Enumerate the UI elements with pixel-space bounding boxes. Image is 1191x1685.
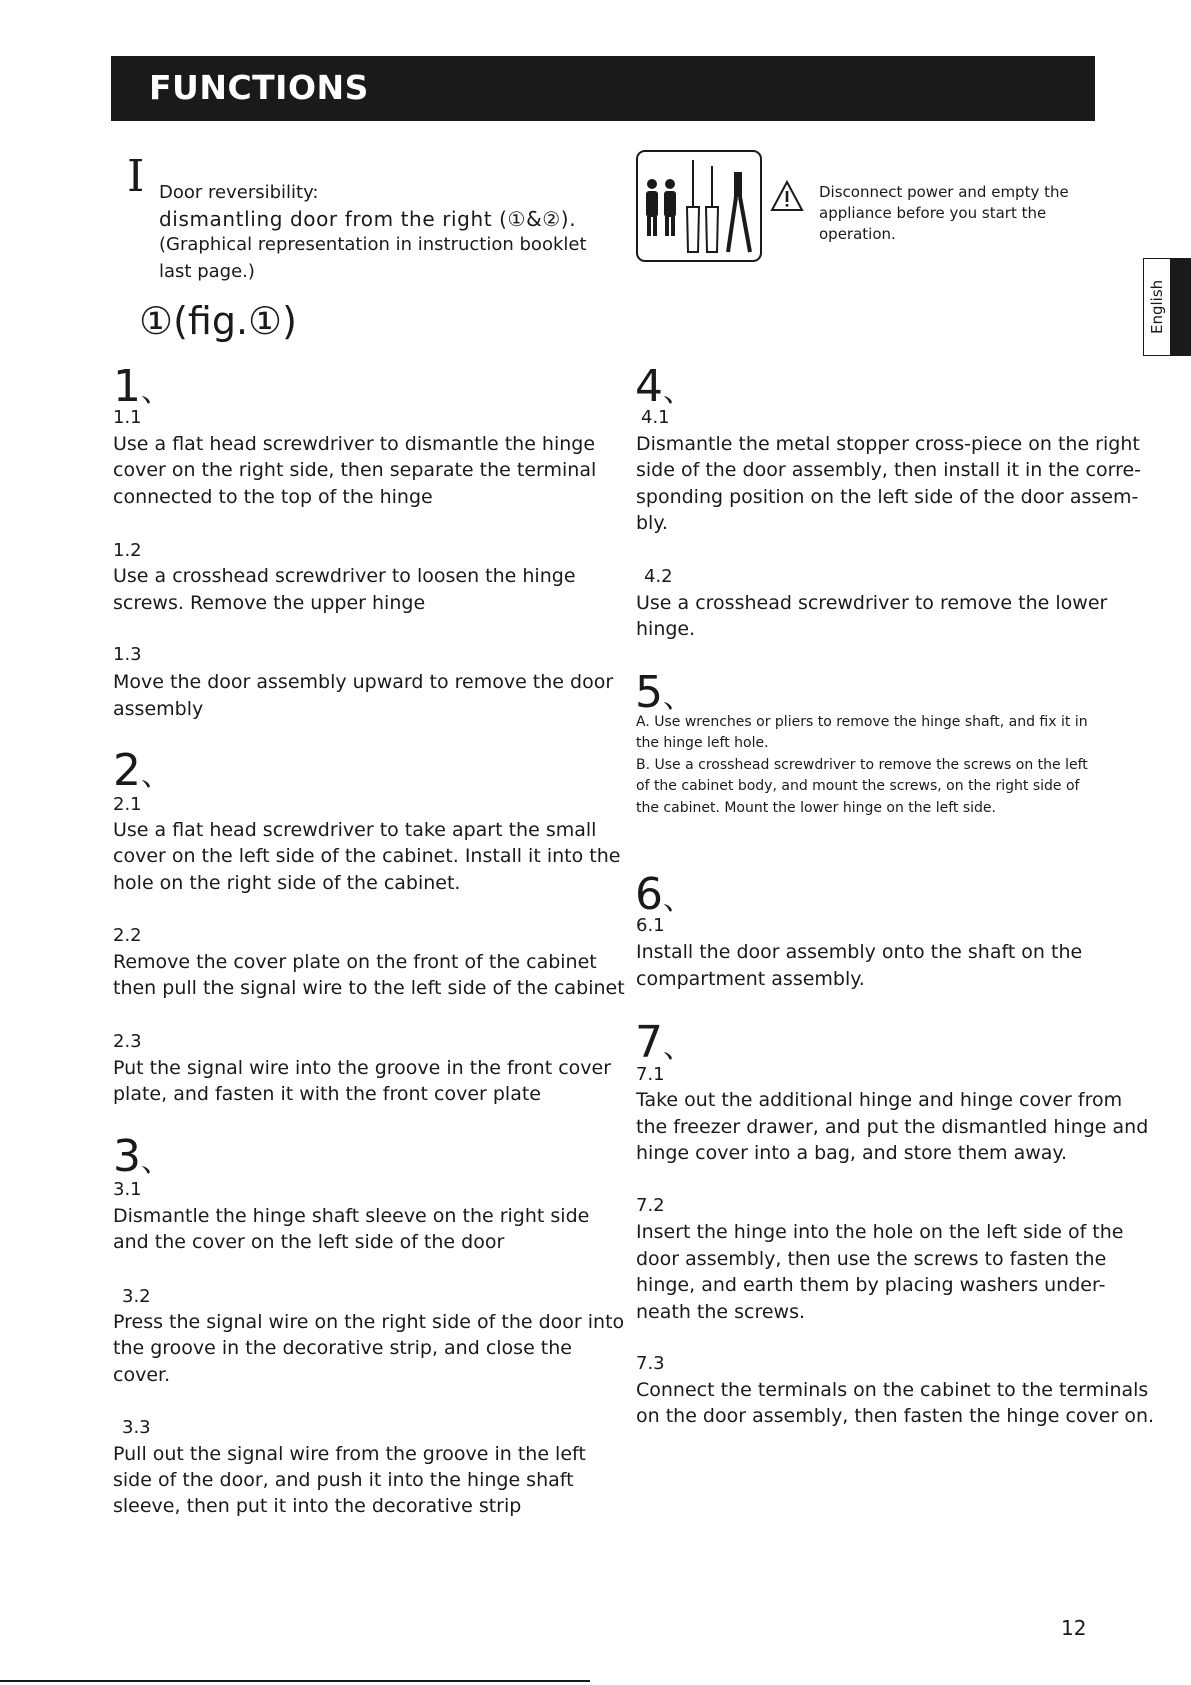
instruction-line: cover.	[113, 1364, 171, 1386]
bottom-rule	[0, 1680, 590, 1682]
instruction-line: Use a crosshead screwdriver to remove the lower	[636, 592, 1108, 614]
instruction-line: then pull the signal wire to the left side of the cabinet	[113, 977, 625, 999]
instruction-line: bly.	[636, 512, 668, 534]
instruction-line: Install the door assembly onto the shaft on the	[636, 941, 1083, 963]
substep-label: 4.1	[641, 407, 670, 428]
instruction-line: on the door assembly, then fasten the hinge cover on.	[636, 1405, 1155, 1427]
language-tab-marker	[1171, 258, 1191, 356]
substep-label: 3.3	[122, 1417, 151, 1438]
instruction-line: connected to the top of the hinge	[113, 486, 433, 508]
step-number: 5	[635, 667, 663, 718]
intro-line-3: last page.)	[159, 261, 255, 282]
instruction-line: hinge, and earth them by placing washers under-	[636, 1274, 1106, 1296]
step-number: 6	[635, 869, 663, 920]
step-number: 2	[113, 745, 141, 796]
step-number-6	[635, 869, 693, 920]
instruction-line: Dismantle the metal stopper cross-piece on the right	[636, 433, 1140, 455]
substep-label: 1.3	[113, 644, 142, 665]
instruction-line: Use a crosshead screwdriver to loosen the hinge	[113, 565, 576, 587]
instruction-line: compartment assembly.	[636, 968, 865, 990]
instruction-line: the freezer drawer, and put the dismantled hinge and	[636, 1116, 1149, 1138]
instruction-line: sleeve, then put it into the decorative strip	[113, 1495, 522, 1517]
instruction-line: Pull out the signal wire from the groove in the left	[113, 1443, 586, 1465]
instruction-line: B. Use a crosshead screwdriver to remove the screws on the left	[636, 757, 1088, 773]
step-mark: 、	[663, 374, 693, 409]
instruction-line: the hinge left hole.	[636, 735, 769, 751]
substep-label: 2.2	[113, 925, 142, 946]
instruction-line: cover on the left side of the cabinet. Install it into the	[113, 845, 621, 867]
instruction-line: side of the door assembly, then install it in the corre-	[636, 459, 1142, 481]
language-label: English	[1148, 279, 1166, 335]
header-bar	[111, 56, 1095, 121]
substep-label: 3.2	[122, 1286, 151, 1307]
step-number-5	[635, 667, 693, 718]
language-tab-box	[1143, 258, 1171, 356]
intro-heading: Door reversibility:	[159, 182, 319, 203]
instruction-line: A. Use wrenches or pliers to remove the hinge shaft, and fix it in	[636, 714, 1088, 730]
step-number: 3	[113, 1131, 141, 1182]
step-number-7	[635, 1017, 693, 1068]
instruction-line: Connect the terminals on the cabinet to the terminals	[636, 1379, 1149, 1401]
instruction-line: side of the door, and push it into the hinge shaft	[113, 1469, 574, 1491]
step-number-1	[113, 361, 171, 412]
substep-label: 1.1	[113, 407, 142, 428]
warning-line-3: operation.	[819, 225, 896, 243]
instruction-line: Dismantle the hinge shaft sleeve on the right side	[113, 1205, 590, 1227]
instruction-line: neath the screws.	[636, 1301, 806, 1323]
substep-label: 3.1	[113, 1179, 142, 1200]
warning-triangle-icon	[770, 180, 804, 212]
page-number: 12	[1061, 1616, 1087, 1640]
tools-pictogram	[636, 150, 762, 262]
substep-label: 7.1	[636, 1064, 665, 1085]
substep-label: 4.2	[644, 566, 673, 587]
step-mark: 、	[663, 680, 693, 715]
instruction-line: hinge.	[636, 618, 696, 640]
step-number-4	[635, 361, 693, 412]
step-number-2	[113, 745, 171, 796]
instruction-line: Put the signal wire into the groove in the front cover	[113, 1057, 612, 1079]
step-mark: 、	[663, 882, 693, 917]
instruction-line: the cabinet. Mount the lower hinge on the left side.	[636, 800, 996, 816]
instruction-line: Remove the cover plate on the front of the cabinet	[113, 951, 597, 973]
instruction-line: assembly	[113, 698, 204, 720]
instruction-line: and the cover on the left side of the door	[113, 1231, 505, 1253]
step-number: 7	[635, 1017, 663, 1068]
instruction-line: Use a flat head screwdriver to take apart the small	[113, 819, 597, 841]
substep-label: 2.3	[113, 1031, 142, 1052]
step-number-3	[113, 1131, 171, 1182]
instruction-line: Insert the hinge into the hole on the left side of the	[636, 1221, 1124, 1243]
language-tab	[1143, 258, 1191, 356]
instruction-line: door assembly, then use the screws to fasten the	[636, 1248, 1107, 1270]
step-mark: 、	[141, 374, 171, 409]
step-mark: 、	[663, 1030, 693, 1065]
instruction-line: cover on the right side, then separate the terminal	[113, 459, 597, 481]
instruction-line: the groove in the decorative strip, and close the	[113, 1337, 572, 1359]
instruction-line: screws. Remove the upper hinge	[113, 592, 426, 614]
step-number: 1	[113, 361, 141, 412]
substep-label: 2.1	[113, 794, 142, 815]
section-numeral: I	[127, 151, 145, 202]
page-title: FUNCTIONS	[149, 68, 369, 107]
instruction-line: Move the door assembly upward to remove the door	[113, 671, 614, 693]
substep-label: 1.2	[113, 540, 142, 561]
instruction-line: plate, and fasten it with the front cover plate	[113, 1083, 541, 1105]
substep-label: 7.2	[636, 1195, 665, 1216]
substep-label: 7.3	[636, 1353, 665, 1374]
warning-line-1: Disconnect power and empty the	[819, 183, 1069, 201]
instruction-line: sponding position on the left side of the door assem-	[636, 486, 1139, 508]
instruction-line: Use a flat head screwdriver to dismantle the hinge	[113, 433, 596, 455]
figure-label: ①(fig.①)	[139, 299, 297, 343]
instruction-line: of the cabinet body, and mount the screws, on the right side of	[636, 778, 1080, 794]
intro-line-1: dismantling door from the right (①&②).	[159, 207, 577, 231]
step-number: 4	[635, 361, 663, 412]
substep-label: 6.1	[636, 915, 665, 936]
step-mark: 、	[141, 1144, 171, 1179]
instruction-line: Take out the additional hinge and hinge cover from	[636, 1089, 1123, 1111]
warning-line-2: appliance before you start the	[819, 204, 1047, 222]
step-mark: 、	[141, 758, 171, 793]
instruction-line: hinge cover into a bag, and store them away.	[636, 1142, 1067, 1164]
instruction-line: hole on the right side of the cabinet.	[113, 872, 461, 894]
intro-line-2: (Graphical representation in instruction booklet	[159, 234, 587, 255]
instruction-line: Press the signal wire on the right side of the door into	[113, 1311, 625, 1333]
